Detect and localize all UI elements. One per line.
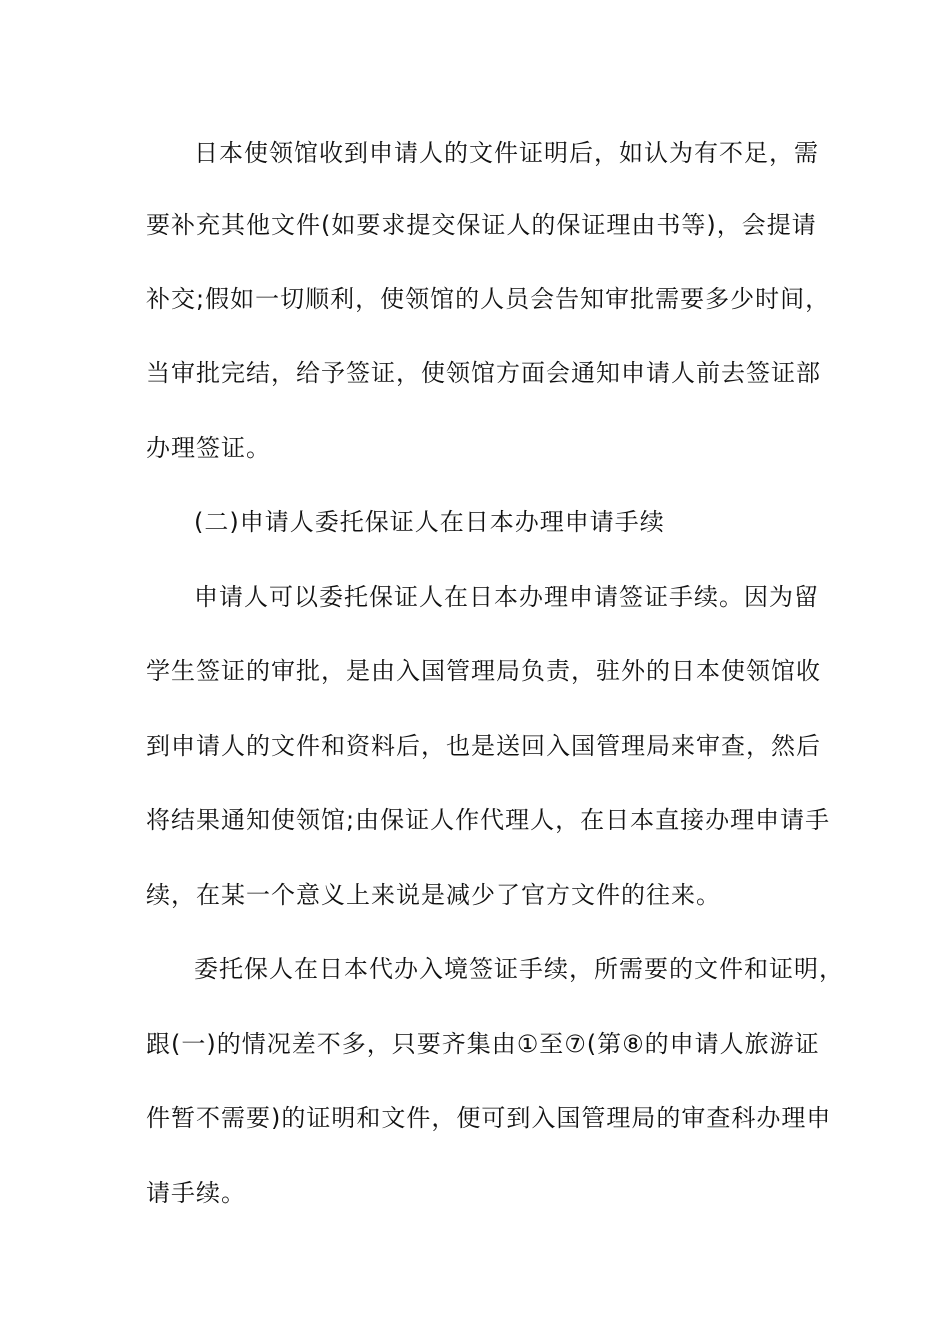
paragraph-line: 要补充其他文件(如要求提交保证人的保证理由书等)，会提请 [146, 211, 817, 239]
paragraph-line: 申请人可以委托保证人在日本办理申请签证手续。因为留 [194, 583, 819, 611]
paragraph-line: 件暂不需要)的证明和文件，便可到入国管理局的审查科办理申 [146, 1104, 832, 1132]
paragraph-line: 办理签证。 [146, 434, 271, 462]
paragraph-line: 到申请人的文件和资料后，也是送回入国管理局来审查，然后 [146, 732, 821, 760]
paragraph-line: 续，在某一个意义上来说是减少了官方文件的往来。 [146, 881, 721, 909]
paragraph-line: 补交;假如一切顺利，使领馆的人员会告知审批需要多少时间， [146, 285, 831, 313]
paragraph-line: 日本使领馆收到申请人的文件证明后，如认为有不足，需 [194, 139, 819, 167]
paragraph-line: 将结果通知使领馆;由保证人作代理人，在日本直接办理申请手 [146, 806, 831, 834]
section-heading: (二)申请人委托保证人在日本办理申请手续 [194, 508, 665, 536]
paragraph-line: 请手续。 [146, 1179, 246, 1207]
paragraph-line: 跟(一)的情况差不多，只要齐集由①至⑦(第⑧的申请人旅游证 [146, 1030, 820, 1058]
paragraph-line: 委托保人在日本代办入境签证手续，所需要的文件和证明， [194, 955, 844, 983]
paragraph-line: 学生签证的审批，是由入国管理局负责，驻外的日本使领馆收 [146, 657, 821, 685]
paragraph-line: 当审批完结，给予签证，使领馆方面会通知申请人前去签证部 [146, 359, 821, 387]
